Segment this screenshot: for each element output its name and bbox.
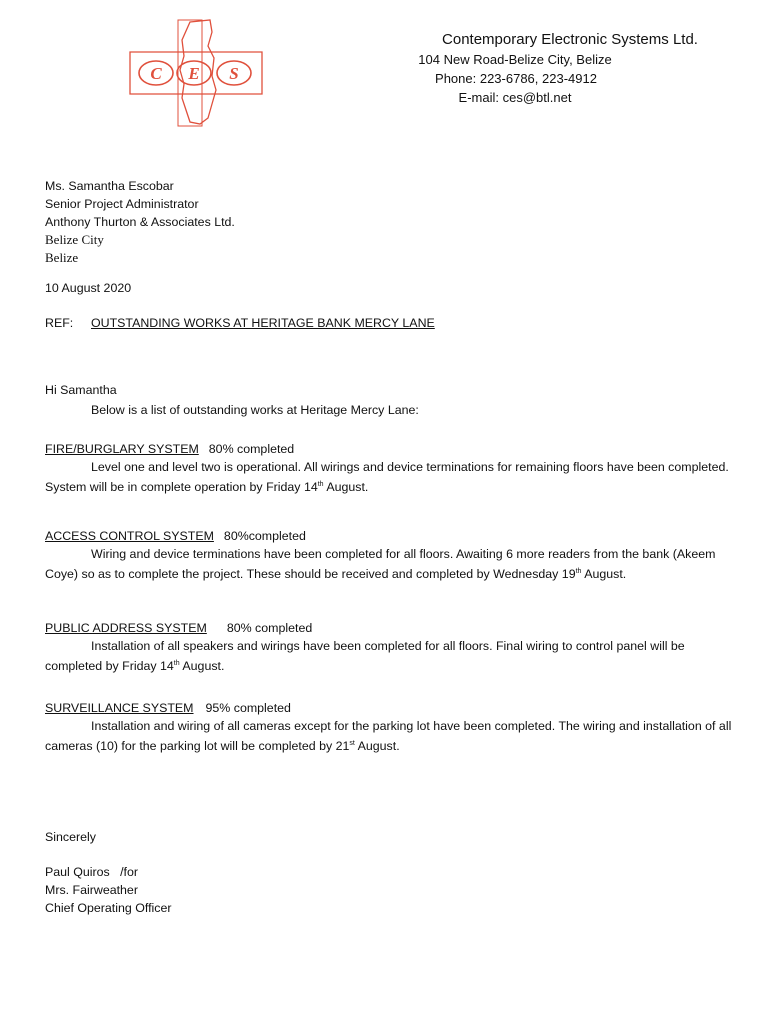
ref-label: REF: [45, 316, 74, 330]
ordinal-suffix: th [317, 480, 324, 488]
intro-line: Below is a list of outstanding works at Heritage Mercy Lane: [91, 403, 419, 417]
section-body [45, 458, 735, 497]
section-body-text: Level one and level two is operational. All wirings and device terminations for remaining floors have been completed. System will be in complete operation by Friday 14 [45, 460, 729, 494]
signature-line-1: Paul Quiros /for [45, 865, 138, 879]
recipient-city: Belize City [45, 232, 104, 247]
company-name: Contemporary Electronic Systems Ltd. [442, 31, 698, 48]
logo-letter-c: C [150, 64, 162, 83]
signature-line-3: Chief Operating Officer [45, 901, 172, 915]
section-body-text: Installation of all speakers and wirings have been completed for all floors. Final wiring to control panel will be completed by Friday 14 [45, 639, 685, 673]
section-heading-line [45, 527, 735, 545]
recipient-company: Anthony Thurton & Associates Ltd. [45, 215, 235, 229]
section-heading-line [45, 619, 735, 637]
logo-letter-s: S [229, 64, 239, 83]
section-heading: PUBLIC ADDRESS SYSTEM [45, 621, 207, 635]
company-phone: Phone: 223-6786, 223-4912 [435, 71, 597, 86]
section-status: 80% completed [208, 442, 295, 456]
section-heading: SURVEILLANCE SYSTEM [45, 701, 194, 715]
ordinal-suffix: th [173, 659, 180, 667]
company-address: 104 New Road-Belize City, Belize [418, 52, 612, 67]
section-body-end: August. [581, 566, 627, 581]
section-access-control [45, 527, 735, 584]
closing: Sincerely [45, 830, 96, 844]
company-header [380, 30, 760, 107]
section-body-end: August. [354, 738, 400, 753]
section-public-address [45, 619, 735, 676]
section-heading: ACCESS CONTROL SYSTEM [45, 529, 214, 543]
section-heading-line [45, 440, 735, 458]
recipient-title: Senior Project Administrator [45, 197, 199, 211]
logo-letter-e: E [188, 64, 200, 83]
ordinal-suffix: th [575, 567, 582, 575]
letter-date: 10 August 2020 [45, 281, 132, 295]
section-body-end: August. [323, 479, 369, 494]
greeting: Hi Samantha [45, 383, 117, 397]
section-body-text: Installation and wiring of all cameras except for the parking lot have been completed. The wiring and installation of all cameras (10) for the parking lot will be completed by 21 [45, 719, 732, 753]
section-heading: FIRE/BURGLARY SYSTEM [45, 442, 199, 456]
ordinal-suffix: st [349, 739, 355, 747]
company-email: E-mail: ces@btl.net [458, 90, 572, 105]
section-body [45, 637, 735, 676]
section-status: 95% completed [205, 701, 291, 715]
section-body [45, 717, 735, 756]
section-body [45, 545, 735, 584]
recipient-country: Belize [45, 250, 79, 265]
section-body-end: August. [179, 658, 225, 673]
section-heading-line [45, 699, 735, 717]
ces-logo [128, 18, 264, 128]
signature-line-2: Mrs. Fairweather [45, 883, 138, 897]
section-status: 80%completed [223, 529, 306, 543]
ref-line [45, 314, 735, 332]
ref-subject: OUTSTANDING WORKS AT HERITAGE BANK MERCY LANE [91, 316, 435, 330]
section-fire-burglary [45, 440, 735, 497]
recipient-block [45, 177, 735, 267]
signature-block [45, 863, 735, 917]
section-surveillance [45, 699, 735, 756]
section-body-text: Wiring and device terminations have been completed for all floors. Awaiting 6 more readers from the bank (Akeem Coye) so as to complete the project. These should be received and completed by Wednesday 19 [45, 547, 716, 581]
recipient-name: Ms. Samantha Escobar [45, 179, 174, 193]
section-status: 80% completed [226, 621, 313, 635]
